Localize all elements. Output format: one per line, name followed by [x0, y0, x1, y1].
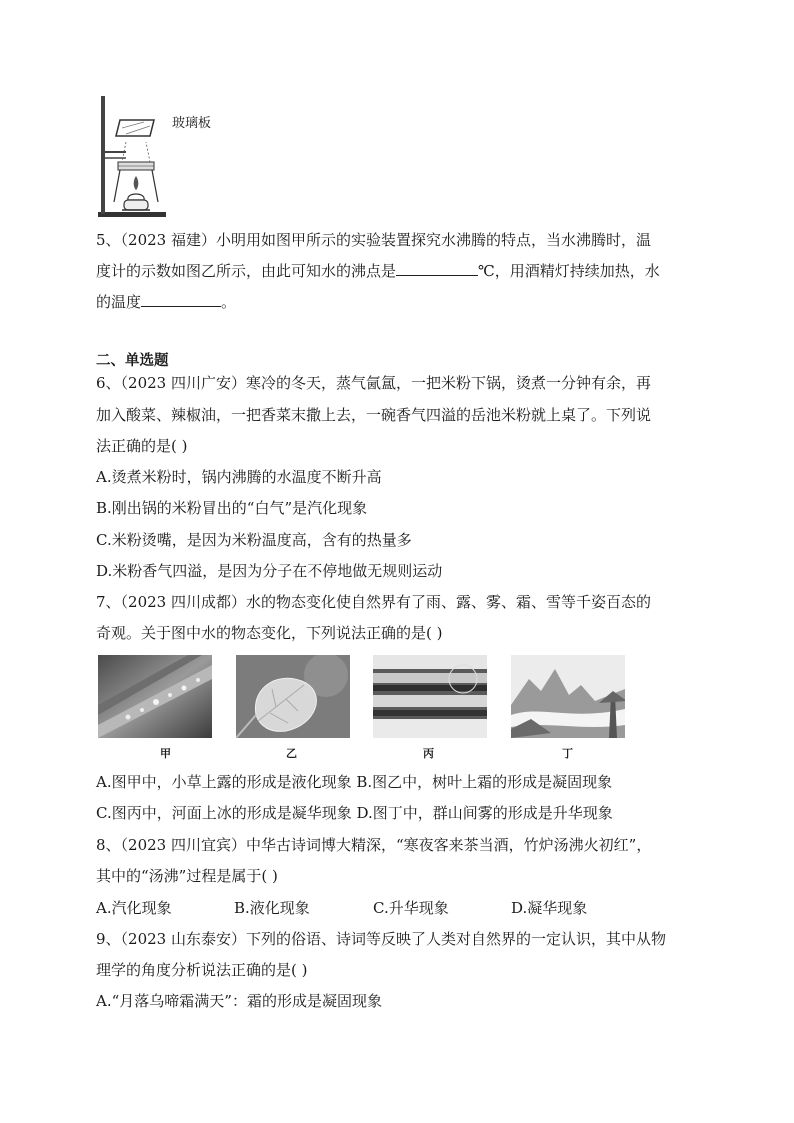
q8-line1: 8、（2023 四川宜宾）中华古诗词博大精深，“寒夜客来茶当酒，竹炉汤沸火初红”，: [96, 836, 652, 854]
q6-option-c[interactable]: C.米粉烫嘴，是因为米粉温度高，含有的热量多: [96, 531, 412, 549]
q9-option-a[interactable]: A.“月落乌啼霜满天”：霜的形成是凝固现象: [96, 992, 382, 1010]
q6-option-a[interactable]: A.烫煮米粉时，锅内沸腾的水温度不断升高: [96, 468, 382, 486]
dew-on-grass-image: [98, 655, 212, 738]
caption-bing: 丙: [423, 747, 434, 760]
q5-line3b: 。: [221, 293, 237, 311]
river-ice-image: [373, 655, 487, 738]
q6-option-d[interactable]: D.米粉香气四溢，是因为分子在不停地做无规则运动: [96, 562, 443, 580]
q5-blank-boiling-point[interactable]: [396, 261, 478, 276]
caption-jia: 甲: [160, 747, 171, 760]
q5-line1: 5、（2023 福建）小明用如图甲所示的实验装置探究水沸腾的特点，当水沸腾时，温: [96, 231, 651, 249]
glass-plate-label: 玻璃板: [172, 116, 212, 131]
q7-line2: 奇观。关于图中水的物态变化，下列说法正确的是( ): [96, 624, 443, 642]
q5-line2a: 度计的示数如图乙所示，由此可知水的沸点是: [96, 262, 397, 280]
q5-blank-temperature[interactable]: [141, 292, 221, 307]
section-title-single-choice: 二、单选题: [96, 353, 169, 369]
q8-option-a[interactable]: A.汽化现象: [96, 899, 172, 917]
q9-line1: 9、（2023 山东泰安）下列的俗语、诗词等反映了人类对自然界的一定认识，其中从物: [96, 930, 666, 948]
q8-option-b[interactable]: B.液化现象: [234, 899, 310, 917]
q7-line1: 7、（2023 四川成都）水的物态变化使自然界有了雨、露、雾、霜、雪等千姿百态的: [96, 593, 651, 611]
q6-option-b[interactable]: B.刚出锅的米粉冒出的“白气”是汽化现象: [96, 499, 368, 517]
q5-line3a: 的温度: [96, 293, 142, 311]
q9-line2: 理学的角度分析说法正确的是( ): [96, 961, 308, 979]
frost-on-leaf-image: [236, 655, 350, 738]
q8-option-d[interactable]: D.凝华现象: [511, 899, 588, 917]
q7-options-cd[interactable]: C.图丙中，河面上冰的形成是凝华现象 D.图丁中，群山间雾的形成是升华现象: [96, 804, 613, 822]
q6-line2: 加入酸菜、辣椒油，一把香菜末撒上去，一碗香气四溢的岳池米粉就上桌了。下列说: [96, 406, 652, 424]
q5-line3: [96, 292, 236, 312]
q6-line3: 法正确的是( ): [96, 437, 188, 455]
mountain-fog-image: [511, 655, 625, 738]
q6-line1: 6、（2023 四川广安）寒冷的冬天，蒸气氤氲，一把米粉下锅，烫煮一分钟有余，再: [96, 374, 651, 392]
q8-line2: 其中的“汤沸”过程是属于( ): [96, 867, 278, 885]
caption-ding: 丁: [562, 747, 573, 760]
q5-line2b: ℃，用酒精灯持续加热，水: [478, 262, 660, 280]
caption-yi: 乙: [286, 747, 297, 760]
q7-options-ab[interactable]: A.图甲中，小草上露的形成是液化现象 B.图乙中，树叶上霜的形成是凝固现象: [96, 773, 613, 791]
q8-option-c[interactable]: C.升华现象: [373, 899, 449, 917]
q5-line2: [96, 261, 660, 281]
boiling-apparatus-figure: [92, 92, 172, 220]
